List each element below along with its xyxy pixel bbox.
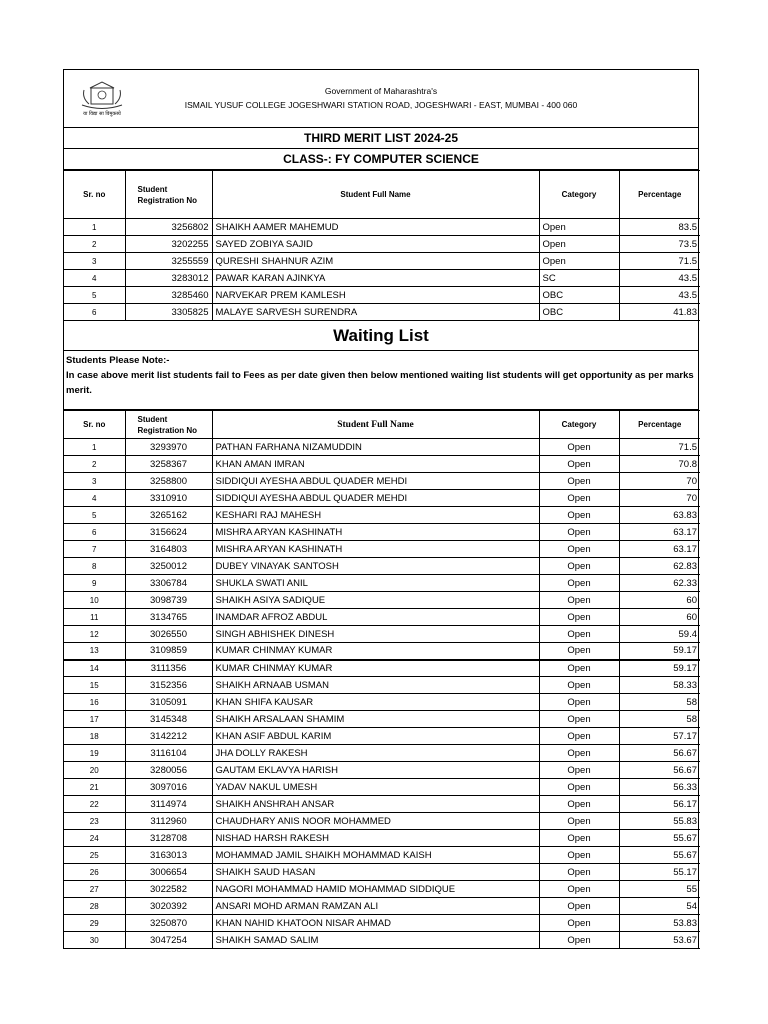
name-cell: KHAN NAHID KHATOON NISAR AHMAD [212,915,539,932]
category-cell: Open [539,694,619,711]
reg-header-line1: Student [137,184,168,194]
registration-cell: 3020392 [125,898,212,915]
registration-cell: 3006654 [125,864,212,881]
sr-cell: 23 [64,813,125,830]
sr-cell: 16 [64,694,125,711]
table-row [64,304,700,321]
table-row [64,287,700,304]
name-cell: NISHAD HARSH RAKESH [212,830,539,847]
table-row [64,830,700,847]
name-cell: KUMAR CHINMAY KUMAR [212,660,539,677]
table-row [64,643,700,660]
name-cell: PAWAR KARAN AJINKYA [212,270,539,287]
sr-cell: 11 [64,609,125,626]
registration-cell: 3114974 [125,796,212,813]
category-cell: Open [539,762,619,779]
category-cell: Open [539,524,619,541]
table-row [64,236,700,253]
table-row [64,864,700,881]
name-cell: KHAN SHIFA KAUSAR [212,694,539,711]
sr-cell: 30 [64,932,125,949]
registration-cell: 3310910 [125,490,212,507]
name-cell: SHAIKH ARNAAB USMAN [212,677,539,694]
category-cell: Open [539,728,619,745]
sr-cell: 22 [64,796,125,813]
table-row [64,456,700,473]
name-header: Student Full Name [212,411,539,439]
category-cell: Open [539,439,619,456]
category-header: Category [539,411,619,439]
sr-cell: 2 [64,236,125,253]
name-cell: SHAIKH SAMAD SALIM [212,932,539,949]
percentage-cell: 59.4 [619,626,700,643]
registration-cell: 3163013 [125,847,212,864]
percentage-cell: 53.83 [619,915,700,932]
percentage-cell: 59.17 [619,660,700,677]
table-row [64,898,700,915]
name-header: Student Full Name [212,171,539,219]
category-cell: Open [539,711,619,728]
category-cell: Open [539,626,619,643]
waiting-table-header [64,411,700,439]
category-cell: Open [539,507,619,524]
registration-cell: 3306784 [125,575,212,592]
percentage-cell: 59.17 [619,643,700,660]
table-row [64,592,700,609]
name-cell: ANSARI MOHD ARMAN RAMZAN ALI [212,898,539,915]
note-heading: Students Please Note:- [66,355,170,366]
category-header: Category [539,171,619,219]
sr-cell: 14 [64,660,125,677]
category-cell: Open [539,609,619,626]
category-cell: Open [539,847,619,864]
reg-header-line2: Registration No [137,425,198,435]
sr-cell: 28 [64,898,125,915]
sr-cell: 2 [64,456,125,473]
table-row [64,813,700,830]
table-row [64,745,700,762]
waiting-note [64,351,698,410]
registration-cell: 3250870 [125,915,212,932]
percentage-cell: 73.5 [619,236,700,253]
table-row [64,915,700,932]
percentage-cell: 63.17 [619,541,700,558]
registration-cell: 3164803 [125,541,212,558]
table-row [64,711,700,728]
table-row [64,439,700,456]
emblem-motto: या विद्या सा विमुक्तये [83,111,121,117]
percentage-header: Percentage [619,171,700,219]
sr-cell: 6 [64,304,125,321]
category-cell: Open [539,490,619,507]
reg-header [125,171,212,219]
name-cell: SHAIKH ARSALAAN SHAMIM [212,711,539,728]
table-row [64,660,700,677]
registration-cell: 3026550 [125,626,212,643]
merit-table-header [64,171,700,219]
percentage-cell: 70 [619,473,700,490]
table-row [64,847,700,864]
registration-cell: 3156624 [125,524,212,541]
government-line: Government of Maharashtra's [324,86,438,96]
class-title: CLASS-: FY COMPUTER SCIENCE [64,149,698,170]
name-cell: SINGH ABHISHEK DINESH [212,626,539,643]
registration-cell: 3128708 [125,830,212,847]
sr-cell: 5 [64,507,125,524]
sr-cell: 15 [64,677,125,694]
registration-cell: 3152356 [125,677,212,694]
percentage-cell: 54 [619,898,700,915]
sr-cell: 1 [64,219,125,236]
name-cell: QURESHI SHAHNUR AZIM [212,253,539,270]
percentage-cell: 56.33 [619,779,700,796]
registration-cell: 3250012 [125,558,212,575]
registration-cell: 3285460 [125,287,212,304]
registration-cell: 3116104 [125,745,212,762]
sr-cell: 13 [64,643,125,660]
registration-cell: 3258367 [125,456,212,473]
percentage-cell: 58 [619,694,700,711]
name-cell: YADAV NAKUL UMESH [212,779,539,796]
table-row [64,881,700,898]
name-cell: SHAIKH AAMER MAHEMUD [212,219,539,236]
sr-cell: 21 [64,779,125,796]
sr-cell: 7 [64,541,125,558]
registration-cell: 3142212 [125,728,212,745]
table-row [64,609,700,626]
name-cell: NARVEKAR PREM KAMLESH [212,287,539,304]
table-row [64,677,700,694]
registration-cell: 3258800 [125,473,212,490]
college-header [64,70,698,128]
registration-cell: 3256802 [125,219,212,236]
category-cell: Open [539,898,619,915]
name-cell: KHAN ASIF ABDUL KARIM [212,728,539,745]
category-cell: Open [539,864,619,881]
percentage-cell: 62.83 [619,558,700,575]
percentage-cell: 58 [619,711,700,728]
category-cell: Open [539,558,619,575]
merit-table [64,170,700,321]
category-cell: Open [539,219,619,236]
registration-cell: 3280056 [125,762,212,779]
percentage-header: Percentage [619,411,700,439]
sr-cell: 19 [64,745,125,762]
sr-cell: 17 [64,711,125,728]
sr-cell: 24 [64,830,125,847]
registration-cell: 3145348 [125,711,212,728]
percentage-cell: 57.17 [619,728,700,745]
table-row [64,779,700,796]
name-cell: NAGORI MOHAMMAD HAMID MOHAMMAD SIDDIQUE [212,881,539,898]
note-text: In case above merit list students fail to Fees as per date given then below mentioned waiting list students will get opportunity as per marks merit. [66,370,694,396]
registration-cell: 3098739 [125,592,212,609]
registration-cell: 3265162 [125,507,212,524]
percentage-cell: 43.5 [619,270,700,287]
registration-cell: 3105091 [125,694,212,711]
name-cell: CHAUDHARY ANIS NOOR MOHAMMED [212,813,539,830]
category-cell: Open [539,660,619,677]
sr-cell: 5 [64,287,125,304]
category-cell: Open [539,592,619,609]
percentage-cell: 60 [619,609,700,626]
category-cell: Open [539,473,619,490]
name-cell: MISHRA ARYAN KASHINATH [212,541,539,558]
table-row [64,575,700,592]
table-row [64,270,700,287]
sr-cell: 4 [64,270,125,287]
category-cell: Open [539,456,619,473]
sr-cell: 25 [64,847,125,864]
registration-cell: 3022582 [125,881,212,898]
name-cell: MOHAMMAD JAMIL SHAIKH MOHAMMAD KAISH [212,847,539,864]
category-cell: Open [539,881,619,898]
registration-cell: 3293970 [125,439,212,456]
category-cell: Open [539,915,619,932]
waiting-table [64,410,700,949]
registration-cell: 3202255 [125,236,212,253]
table-row [64,219,700,236]
category-cell: Open [539,575,619,592]
sr-cell: 3 [64,253,125,270]
percentage-cell: 56.67 [619,762,700,779]
category-cell: Open [539,830,619,847]
table-row [64,558,700,575]
name-cell: MISHRA ARYAN KASHINATH [212,524,539,541]
sr-cell: 12 [64,626,125,643]
table-row [64,932,700,949]
name-cell: SHAIKH ASIYA SADIQUE [212,592,539,609]
table-row [64,253,700,270]
percentage-cell: 55.67 [619,847,700,864]
name-cell: PATHAN FARHANA NIZAMUDDIN [212,439,539,456]
sr-cell: 9 [64,575,125,592]
percentage-cell: 56.67 [619,745,700,762]
merit-list-title: THIRD MERIT LIST 2024-25 [64,128,698,149]
percentage-cell: 71.5 [619,439,700,456]
category-cell: OBC [539,304,619,321]
college-address: ISMAIL YUSUF COLLEGE JOGESHWARI STATION ROAD, JOGESHWARI - EAST, MUMBAI - 400 060 [184,100,578,110]
name-cell: DUBEY VINAYAK SANTOSH [212,558,539,575]
percentage-cell: 53.67 [619,932,700,949]
name-cell: INAMDAR AFROZ ABDUL [212,609,539,626]
percentage-cell: 83.5 [619,219,700,236]
category-cell: Open [539,932,619,949]
sr-cell: 18 [64,728,125,745]
name-cell: JHA DOLLY RAKESH [212,745,539,762]
sr-cell: 10 [64,592,125,609]
sr-cell: 26 [64,864,125,881]
percentage-cell: 55.67 [619,830,700,847]
registration-cell: 3109859 [125,643,212,660]
category-cell: Open [539,813,619,830]
table-row [64,728,700,745]
registration-cell: 3305825 [125,304,212,321]
registration-cell: 3255559 [125,253,212,270]
registration-cell: 3111356 [125,660,212,677]
name-cell: SIDDIQUI AYESHA ABDUL QUADER MEHDI [212,490,539,507]
merit-list-document [63,69,699,949]
percentage-cell: 71.5 [619,253,700,270]
sr-cell: 29 [64,915,125,932]
percentage-cell: 70.8 [619,456,700,473]
table-row [64,490,700,507]
percentage-cell: 63.17 [619,524,700,541]
category-cell: Open [539,643,619,660]
category-cell: Open [539,796,619,813]
table-row [64,524,700,541]
table-row [64,541,700,558]
table-row [64,626,700,643]
percentage-cell: 58.33 [619,677,700,694]
table-row [64,694,700,711]
sr-header: Sr. no [64,171,125,219]
percentage-cell: 55 [619,881,700,898]
sr-cell: 1 [64,439,125,456]
reg-header-line1: Student [137,414,168,424]
percentage-cell: 63.83 [619,507,700,524]
waiting-list-title: Waiting List [64,321,698,351]
percentage-cell: 55.17 [619,864,700,881]
sr-cell: 27 [64,881,125,898]
name-cell: SAYED ZOBIYA SAJID [212,236,539,253]
category-cell: Open [539,745,619,762]
category-cell: OBC [539,287,619,304]
category-cell: SC [539,270,619,287]
registration-cell: 3112960 [125,813,212,830]
category-cell: Open [539,677,619,694]
sr-cell: 6 [64,524,125,541]
name-cell: KUMAR CHINMAY KUMAR [212,643,539,660]
category-cell: Open [539,541,619,558]
percentage-cell: 60 [619,592,700,609]
name-cell: MALAYE SARVESH SURENDRA [212,304,539,321]
table-row [64,473,700,490]
percentage-cell: 55.83 [619,813,700,830]
table-row [64,762,700,779]
table-row [64,507,700,524]
registration-cell: 3283012 [125,270,212,287]
registration-cell: 3134765 [125,609,212,626]
registration-cell: 3097016 [125,779,212,796]
name-cell: SHUKLA SWATI ANIL [212,575,539,592]
percentage-cell: 70 [619,490,700,507]
table-row [64,796,700,813]
percentage-cell: 41.83 [619,304,700,321]
percentage-cell: 56.17 [619,796,700,813]
percentage-cell: 43.5 [619,287,700,304]
category-cell: Open [539,253,619,270]
name-cell: KESHARI RAJ MAHESH [212,507,539,524]
sr-cell: 20 [64,762,125,779]
registration-cell: 3047254 [125,932,212,949]
sr-cell: 3 [64,473,125,490]
name-cell: SHAIKH SAUD HASAN [212,864,539,881]
category-cell: Open [539,236,619,253]
reg-header-line2: Registration No [137,195,198,205]
name-cell: SHAIKH ANSHRAH ANSAR [212,796,539,813]
category-cell: Open [539,779,619,796]
sr-cell: 8 [64,558,125,575]
percentage-cell: 62.33 [619,575,700,592]
sr-cell: 4 [64,490,125,507]
reg-header [125,411,212,439]
name-cell: GAUTAM EKLAVYA HARISH [212,762,539,779]
name-cell: KHAN AMAN IMRAN [212,456,539,473]
sr-header: Sr. no [64,411,125,439]
name-cell: SIDDIQUI AYESHA ABDUL QUADER MEHDI [212,473,539,490]
